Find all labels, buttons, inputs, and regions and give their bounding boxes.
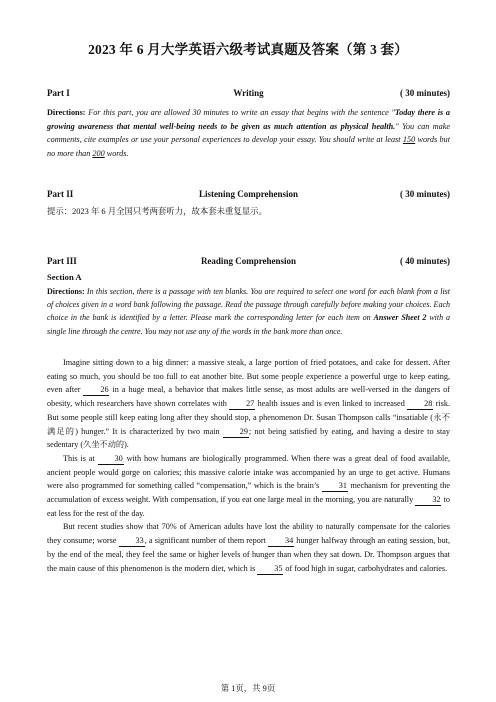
part-1-name: Writing (233, 88, 264, 98)
part-2-label: Part II (47, 189, 74, 199)
directions-text: words. (104, 149, 129, 159)
blank-31: 31 (322, 481, 348, 492)
directions-text: In this section, there is a passage with ten blanks. You are required to select one word for each blank from a list of choices given in a word bank following the passage. Read the passage through carefully before making your choices. Each choice in the bank is identified by a letter. Please mark the corresponding letter for each item on (47, 287, 450, 323)
part-2-name: Listening Comprehension (198, 189, 299, 199)
reading-passage (47, 356, 450, 575)
passage-paragraph-2: This is at 30 with how humans are biologically programmed. When there was a great deal of food available, ancient people would gorge on calories; this massive calorie intake was accompanied by an urge to get active. Humans were also programmed for something called “compensation,” which is the brain’s 31 mechanism for preventing the accumulation of excess weight. With compensation, if you eat one large meal in the morning, you are naturally 32 to eat less for the rest of the day. (47, 453, 450, 518)
essay-opening-sentence: Today there is a growing awareness that mental well-being needs to be given as much attention as physical health. (47, 108, 450, 131)
part-2-header (47, 189, 450, 201)
section-a-heading: Section A (47, 272, 82, 282)
page-title: 2023 年 6 月大学英语六级考试真题及答案（第 3 套） (88, 42, 408, 57)
blank-28: 28 (407, 399, 433, 410)
part-3-header (47, 256, 450, 268)
part-1-header (47, 88, 450, 100)
part-1-time: ( 30 minutes) (400, 88, 450, 98)
blank-34: 34 (268, 536, 294, 547)
blank-32: 32 (415, 495, 441, 506)
part-3-name: Reading Comprehension (200, 256, 297, 266)
blank-30: 30 (98, 454, 124, 465)
max-words: 200 (92, 149, 105, 159)
answer-sheet-ref: Answer Sheet 2 (373, 313, 427, 323)
directions-label: Directions: (47, 108, 86, 117)
directions-label: Directions: (47, 287, 85, 296)
page-footer: 第 1页，共 9页 (220, 684, 276, 693)
directions-text: " You can make comments, cite examples or use your personal experiences to develop your essay. You should write at least (47, 121, 450, 145)
passage-paragraph-1: Imagine sitting down to a big dinner: a massive steak, a large portion of fried potatoes, and cake for dessert. After eating so much, you should be too full to eat another bite. But some people experience a powerful urge to keep eating, even after 26 in a huge meal, a behavior that makes little sense, as most adults are well-versed in the dangers of obesity, which researchers have shown correlates with 27 health issues and is even linked to increased 28 risk. But some people still keep eating long after they should stop, a phenomenon Dr. Susan Thompson calls “insatiable (永不满足的) hunger.” It is characterized by two main 29; not being satisfied by eating, and having a desire to stay sedentary (久坐不动的). (47, 358, 451, 450)
blank-27: 27 (229, 399, 255, 410)
blank-33: 33 (119, 536, 145, 547)
blank-35: 35 (257, 564, 283, 575)
directions-text: with a single line through the centre. You may not use any of the words in the bank more than once. (47, 313, 450, 336)
directions-text: words but no more than (47, 135, 450, 159)
directions-text: For this part, you are allowed 30 minutes to write an essay that begins with the sentence " (85, 108, 395, 117)
blank-29: 29 (223, 427, 249, 438)
part-3-label: Part III (47, 256, 77, 266)
part-1-directions (47, 106, 450, 161)
part-3-directions (47, 285, 450, 338)
part-2-time: ( 30 minutes) (400, 189, 450, 199)
part-3-time: ( 40 minutes) (400, 256, 450, 266)
min-words: 150 (402, 135, 416, 145)
part-1-label: Part I (47, 88, 70, 98)
passage-paragraph-3: But recent studies show that 70% of American adults have lost the ability to naturally compensate for the calories they consume; worse 33, a significant number of them report 34 hunger halfway through an eating session, but, by the end of the meal, they feel the same or higher levels of hunger than when they sat down. Dr. Thompson argues that the main cause of this phenomenon is the modern diet, which is 35 of food high in sugar, carbohydrates and calories. (47, 522, 450, 573)
blank-26: 26 (83, 385, 109, 396)
listening-note: 提示：2023 年 6 月全国只考两套听力，故本套未重复显示。 (47, 207, 267, 216)
